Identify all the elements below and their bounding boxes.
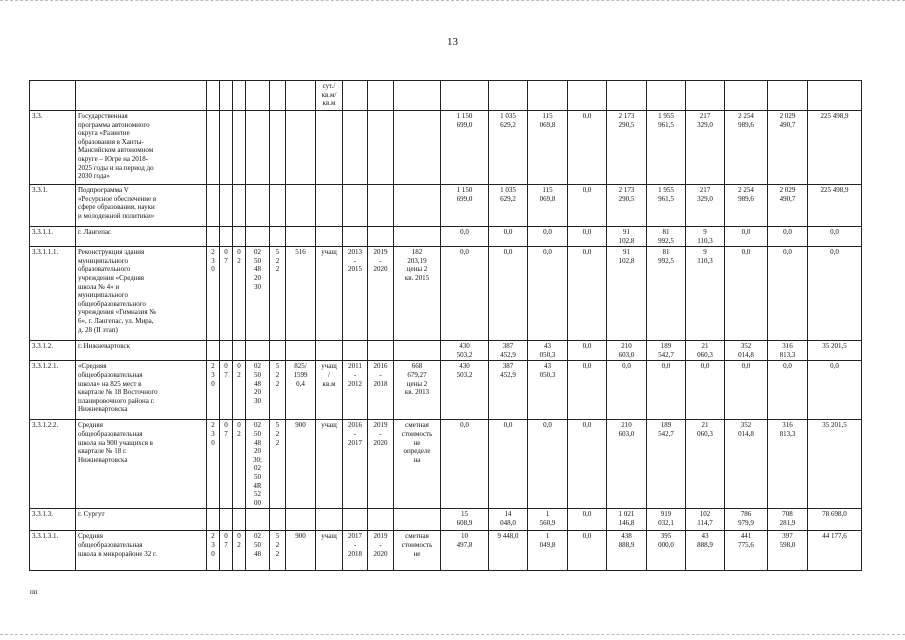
cell-v6: 395 000,0 bbox=[647, 531, 686, 571]
cell-v1: 15 608,9 bbox=[441, 509, 489, 531]
table-row bbox=[30, 361, 862, 420]
footnote: пп bbox=[30, 588, 38, 596]
cell-d1: 2 3 0 bbox=[207, 247, 220, 341]
cell-v6: 1 955 961,5 bbox=[647, 111, 686, 185]
cell-start bbox=[343, 509, 368, 531]
cell-v9: 316 813,3 bbox=[768, 341, 808, 361]
cell-v3: 0,0 bbox=[528, 420, 568, 509]
cell-d2 bbox=[220, 509, 233, 531]
cell-v5: 1 021 146,8 bbox=[607, 509, 647, 531]
cell-d4 bbox=[246, 185, 270, 227]
cell-cost bbox=[394, 509, 441, 531]
cell-v8: 441 775,6 bbox=[725, 531, 768, 571]
cell-end bbox=[368, 227, 394, 247]
cell-v5: 0,0 bbox=[607, 361, 647, 420]
cell-cost: сметная стоимость не определе на bbox=[394, 420, 441, 509]
cell-start: 2013 - 2015 bbox=[343, 247, 368, 341]
cell-v3: 115 069,8 bbox=[528, 185, 568, 227]
cell-v7: 9 110,3 bbox=[686, 227, 725, 247]
cell-cost bbox=[394, 111, 441, 185]
cell-cost: 182 203,19 цены 2 кв. 2015 bbox=[394, 247, 441, 341]
cell-v1: 1 150 699,0 bbox=[441, 111, 489, 185]
cell-end bbox=[368, 111, 394, 185]
cell-v10: 225 498,9 bbox=[808, 111, 862, 185]
cell-v8: 2 254 989,6 bbox=[725, 185, 768, 227]
cell-d4: 02 50 48 20 30; 02 50 4R 52 00 bbox=[246, 420, 270, 509]
cell-cost bbox=[394, 341, 441, 361]
cell-d3: 0 2 bbox=[233, 247, 246, 341]
cell-d2: 0 7 bbox=[220, 247, 233, 341]
cell-name: Средняя общеобразовательная школа в микрорайоне 32 г. bbox=[76, 531, 207, 571]
cell-d2 bbox=[220, 185, 233, 227]
cell-cost: 668 679,27 цены 2 кв. 2013 bbox=[394, 361, 441, 420]
cell-d1 bbox=[207, 341, 220, 361]
cell-unit bbox=[316, 111, 343, 185]
cell-d3: 0 2 bbox=[233, 420, 246, 509]
cell-v10: 78 698,0 bbox=[808, 509, 862, 531]
cell-v6: 189 542,7 bbox=[647, 341, 686, 361]
cell-d2 bbox=[220, 341, 233, 361]
page-number: 13 bbox=[447, 36, 458, 48]
cell-v4: 0,0 bbox=[568, 420, 607, 509]
cell-v4: 0,0 bbox=[568, 341, 607, 361]
cell-v8: 2 254 989,6 bbox=[725, 111, 768, 185]
cell-d3 bbox=[233, 227, 246, 247]
cell-name: «Средняя общеобразовательная школа» на 825 мест в квартале № 18 Восточного планировочного района г. Нижневартовска bbox=[76, 361, 207, 420]
cell-unit bbox=[316, 341, 343, 361]
cell-d4 bbox=[246, 227, 270, 247]
cell-code: 3.3.1.2.2. bbox=[30, 420, 76, 509]
top-border-line bbox=[0, 0, 905, 1]
cell-v8: 0,0 bbox=[725, 247, 768, 341]
cell-d5 bbox=[270, 509, 286, 531]
cell-unit bbox=[316, 509, 343, 531]
cell-d4 bbox=[246, 111, 270, 185]
cell-v4: 0,0 bbox=[568, 227, 607, 247]
table-row bbox=[30, 247, 862, 341]
cell-d5 bbox=[270, 227, 286, 247]
cell-start bbox=[343, 185, 368, 227]
cell-d3 bbox=[233, 185, 246, 227]
cell-v6: 0,0 bbox=[647, 361, 686, 420]
cell-v9: 2 029 490,7 bbox=[768, 185, 808, 227]
cell-d5 bbox=[270, 111, 286, 185]
table-header-row bbox=[30, 81, 862, 111]
cell-d5: 5 2 2 bbox=[270, 420, 286, 509]
table-row bbox=[30, 185, 862, 227]
cell-v2: 0,0 bbox=[489, 247, 528, 341]
cell-d2: 0 7 bbox=[220, 531, 233, 571]
cell-d1 bbox=[207, 111, 220, 185]
cell-v1: 0,0 bbox=[441, 227, 489, 247]
cell-v2: 1 035 629,2 bbox=[489, 111, 528, 185]
cell-v7: 217 329,0 bbox=[686, 185, 725, 227]
cell-v7: 9 110,3 bbox=[686, 247, 725, 341]
cell-end bbox=[368, 185, 394, 227]
table-row bbox=[30, 531, 862, 571]
cell-v9: 316 813,3 bbox=[768, 420, 808, 509]
cell-code: 3.3.1.3. bbox=[30, 509, 76, 531]
cell-v9: 708 281,9 bbox=[768, 509, 808, 531]
cell-v8: 352 014,8 bbox=[725, 341, 768, 361]
cell-code: 3.3.1. bbox=[30, 185, 76, 227]
cell-v6: 81 992,5 bbox=[647, 227, 686, 247]
cell-v3: 115 069,8 bbox=[528, 111, 568, 185]
budget-table bbox=[29, 80, 862, 571]
cell-v6: 919 032,1 bbox=[647, 509, 686, 531]
cell-unit bbox=[316, 227, 343, 247]
unit-header: сут./ кв.м/ кв.м bbox=[316, 81, 343, 111]
cell-code: 3.3.1.3.1. bbox=[30, 531, 76, 571]
cell-v3: 0,0 bbox=[528, 247, 568, 341]
table-row bbox=[30, 111, 862, 185]
cell-d2 bbox=[220, 111, 233, 185]
table-row bbox=[30, 341, 862, 361]
cell-start: 2011 - 2012 bbox=[343, 361, 368, 420]
cell-name: Государственная программа автономного округа «Развитие образования в Ханты- Мансийском автономном округе – Югре на 2018- 2025 годы и на период до 2030 года» bbox=[76, 111, 207, 185]
table-row bbox=[30, 227, 862, 247]
cell-v10: 35 201,5 bbox=[808, 341, 862, 361]
cell-start bbox=[343, 341, 368, 361]
cell-d1 bbox=[207, 227, 220, 247]
cell-code: 3.3. bbox=[30, 111, 76, 185]
cell-name: Подпрограмма V «Ресурсное обеспечение в сфере образования, науки и молодежной политики» bbox=[76, 185, 207, 227]
cell-v5: 91 102,8 bbox=[607, 227, 647, 247]
cell-v10: 0,0 bbox=[808, 227, 862, 247]
cell-code: 3.3.1.2.1. bbox=[30, 361, 76, 420]
cell-d5 bbox=[270, 185, 286, 227]
bottom-border-line bbox=[0, 634, 905, 635]
cell-v4: 0,0 bbox=[568, 361, 607, 420]
cell-v4: 0,0 bbox=[568, 247, 607, 341]
cell-v2: 0,0 bbox=[489, 227, 528, 247]
cell-d5: 5 2 2 bbox=[270, 531, 286, 571]
cell-v9: 0,0 bbox=[768, 361, 808, 420]
cell-unit bbox=[316, 185, 343, 227]
cell-v4: 0,0 bbox=[568, 185, 607, 227]
cell-v9: 397 598,0 bbox=[768, 531, 808, 571]
cell-v7: 217 329,0 bbox=[686, 111, 725, 185]
cell-d1 bbox=[207, 185, 220, 227]
cell-d3: 0 2 bbox=[233, 361, 246, 420]
cell-v5: 2 173 290,5 bbox=[607, 111, 647, 185]
cell-v8: 786 979,9 bbox=[725, 509, 768, 531]
cell-d1: 2 3 0 bbox=[207, 420, 220, 509]
table-row bbox=[30, 509, 862, 531]
cell-v5: 210 603,0 bbox=[607, 420, 647, 509]
cell-code: 3.3.1.2. bbox=[30, 341, 76, 361]
cell-end: 2019 - 2020 bbox=[368, 420, 394, 509]
cell-d3 bbox=[233, 111, 246, 185]
cell-d2: 0 7 bbox=[220, 361, 233, 420]
cell-cap: 825/ 1599 0,4 bbox=[286, 361, 316, 420]
cell-start: 2017 - 2018 bbox=[343, 531, 368, 571]
cell-v7: 0,0 bbox=[686, 361, 725, 420]
cell-cap: 516 bbox=[286, 247, 316, 341]
cell-v10: 225 498,9 bbox=[808, 185, 862, 227]
cell-v6: 189 542,7 bbox=[647, 420, 686, 509]
cell-v9: 2 029 490,7 bbox=[768, 111, 808, 185]
cell-v1: 0,0 bbox=[441, 420, 489, 509]
cell-unit: учащ bbox=[316, 420, 343, 509]
cell-d3: 0 2 bbox=[233, 531, 246, 571]
cell-v2: 1 035 629,2 bbox=[489, 185, 528, 227]
cell-d1: 2 3 0 bbox=[207, 531, 220, 571]
cell-v10: 44 177,6 bbox=[808, 531, 862, 571]
cell-v9: 0,0 bbox=[768, 247, 808, 341]
cell-v3: 0,0 bbox=[528, 227, 568, 247]
cell-start bbox=[343, 227, 368, 247]
cell-d4: 02 50 48 20 30 bbox=[246, 247, 270, 341]
cell-v2: 387 452,9 bbox=[489, 341, 528, 361]
cell-name: г. Лангепас bbox=[76, 227, 207, 247]
cell-v1: 430 503,2 bbox=[441, 341, 489, 361]
cell-v5: 210 603,0 bbox=[607, 341, 647, 361]
cell-name: г. Сургут bbox=[76, 509, 207, 531]
cell-v5: 91 102,8 bbox=[607, 247, 647, 341]
cell-v7: 102 114,7 bbox=[686, 509, 725, 531]
cell-cap: 900 bbox=[286, 531, 316, 571]
cell-v8: 0,0 bbox=[725, 361, 768, 420]
cell-cost bbox=[394, 227, 441, 247]
cell-end: 2019 - 2020 bbox=[368, 247, 394, 341]
cell-code: 3.3.1.1.1. bbox=[30, 247, 76, 341]
cell-v2: 14 048,0 bbox=[489, 509, 528, 531]
cell-v4: 0,0 bbox=[568, 531, 607, 571]
cell-v7: 21 060,3 bbox=[686, 420, 725, 509]
cell-name: Реконструкция здания муниципального образовательного учреждения «Средняя школа № 4» и муниципального общеобразовательного учреждения «Гимназия № 6», г. Лангепас, ул. Мира, д. 28 (II этап) bbox=[76, 247, 207, 341]
cell-v2: 0,0 bbox=[489, 420, 528, 509]
cell-cap bbox=[286, 341, 316, 361]
cell-name: г. Нижневартовск bbox=[76, 341, 207, 361]
cell-d4 bbox=[246, 509, 270, 531]
cell-v3: 1 560,9 bbox=[528, 509, 568, 531]
cell-v10: 35 201,5 bbox=[808, 420, 862, 509]
cell-v2: 387 452,9 bbox=[489, 361, 528, 420]
cell-v10: 0,0 bbox=[808, 361, 862, 420]
cell-v5: 438 888,9 bbox=[607, 531, 647, 571]
cell-v5: 2 173 290,5 bbox=[607, 185, 647, 227]
cell-unit: учащ / кв.м bbox=[316, 361, 343, 420]
cell-d1: 2 3 0 bbox=[207, 361, 220, 420]
cell-cost bbox=[394, 185, 441, 227]
cell-start bbox=[343, 111, 368, 185]
cell-d1 bbox=[207, 509, 220, 531]
cell-v4: 0,0 bbox=[568, 509, 607, 531]
cell-d5: 5 2 2 bbox=[270, 361, 286, 420]
cell-v1: 0,0 bbox=[441, 247, 489, 341]
cell-v1: 430 503,2 bbox=[441, 361, 489, 420]
cell-end bbox=[368, 509, 394, 531]
cell-d3 bbox=[233, 341, 246, 361]
cell-v3: 1 049,8 bbox=[528, 531, 568, 571]
cell-d5: 5 2 2 bbox=[270, 247, 286, 341]
cell-d4: 02 50 48 bbox=[246, 531, 270, 571]
cell-code: 3.3.1.1. bbox=[30, 227, 76, 247]
cell-cost: сметная стоимость не bbox=[394, 531, 441, 571]
cell-end: 2019 - 2020 bbox=[368, 531, 394, 571]
cell-v1: 1 150 699,0 bbox=[441, 185, 489, 227]
cell-end bbox=[368, 341, 394, 361]
cell-v6: 81 992,5 bbox=[647, 247, 686, 341]
cell-v3: 43 050,3 bbox=[528, 361, 568, 420]
cell-d5 bbox=[270, 341, 286, 361]
cell-d3 bbox=[233, 509, 246, 531]
cell-name: Средняя общеобразовательная школа на 900 учащихся в квартале № 18 г. Нижневартовска bbox=[76, 420, 207, 509]
cell-v8: 0,0 bbox=[725, 227, 768, 247]
cell-v9: 0,0 bbox=[768, 227, 808, 247]
cell-v10: 0,0 bbox=[808, 247, 862, 341]
cell-end: 2016 - 2018 bbox=[368, 361, 394, 420]
cell-cap bbox=[286, 111, 316, 185]
cell-v7: 43 888,9 bbox=[686, 531, 725, 571]
cell-v7: 21 060,3 bbox=[686, 341, 725, 361]
cell-cap bbox=[286, 509, 316, 531]
cell-v2: 9 448,0 bbox=[489, 531, 528, 571]
cell-unit: учащ bbox=[316, 247, 343, 341]
cell-cap: 900 bbox=[286, 420, 316, 509]
cell-d2: 0 7 bbox=[220, 420, 233, 509]
cell-start: 2016 - 2017 bbox=[343, 420, 368, 509]
cell-v4: 0,0 bbox=[568, 111, 607, 185]
cell-v3: 43 050,3 bbox=[528, 341, 568, 361]
cell-v1: 10 497,8 bbox=[441, 531, 489, 571]
cell-unit: учащ bbox=[316, 531, 343, 571]
cell-cap bbox=[286, 185, 316, 227]
cell-d2 bbox=[220, 227, 233, 247]
cell-cap bbox=[286, 227, 316, 247]
cell-v8: 352 014,8 bbox=[725, 420, 768, 509]
table-row bbox=[30, 420, 862, 509]
cell-d4 bbox=[246, 341, 270, 361]
cell-v6: 1 955 961,5 bbox=[647, 185, 686, 227]
cell-d4: 02 50 48 20 30 bbox=[246, 361, 270, 420]
